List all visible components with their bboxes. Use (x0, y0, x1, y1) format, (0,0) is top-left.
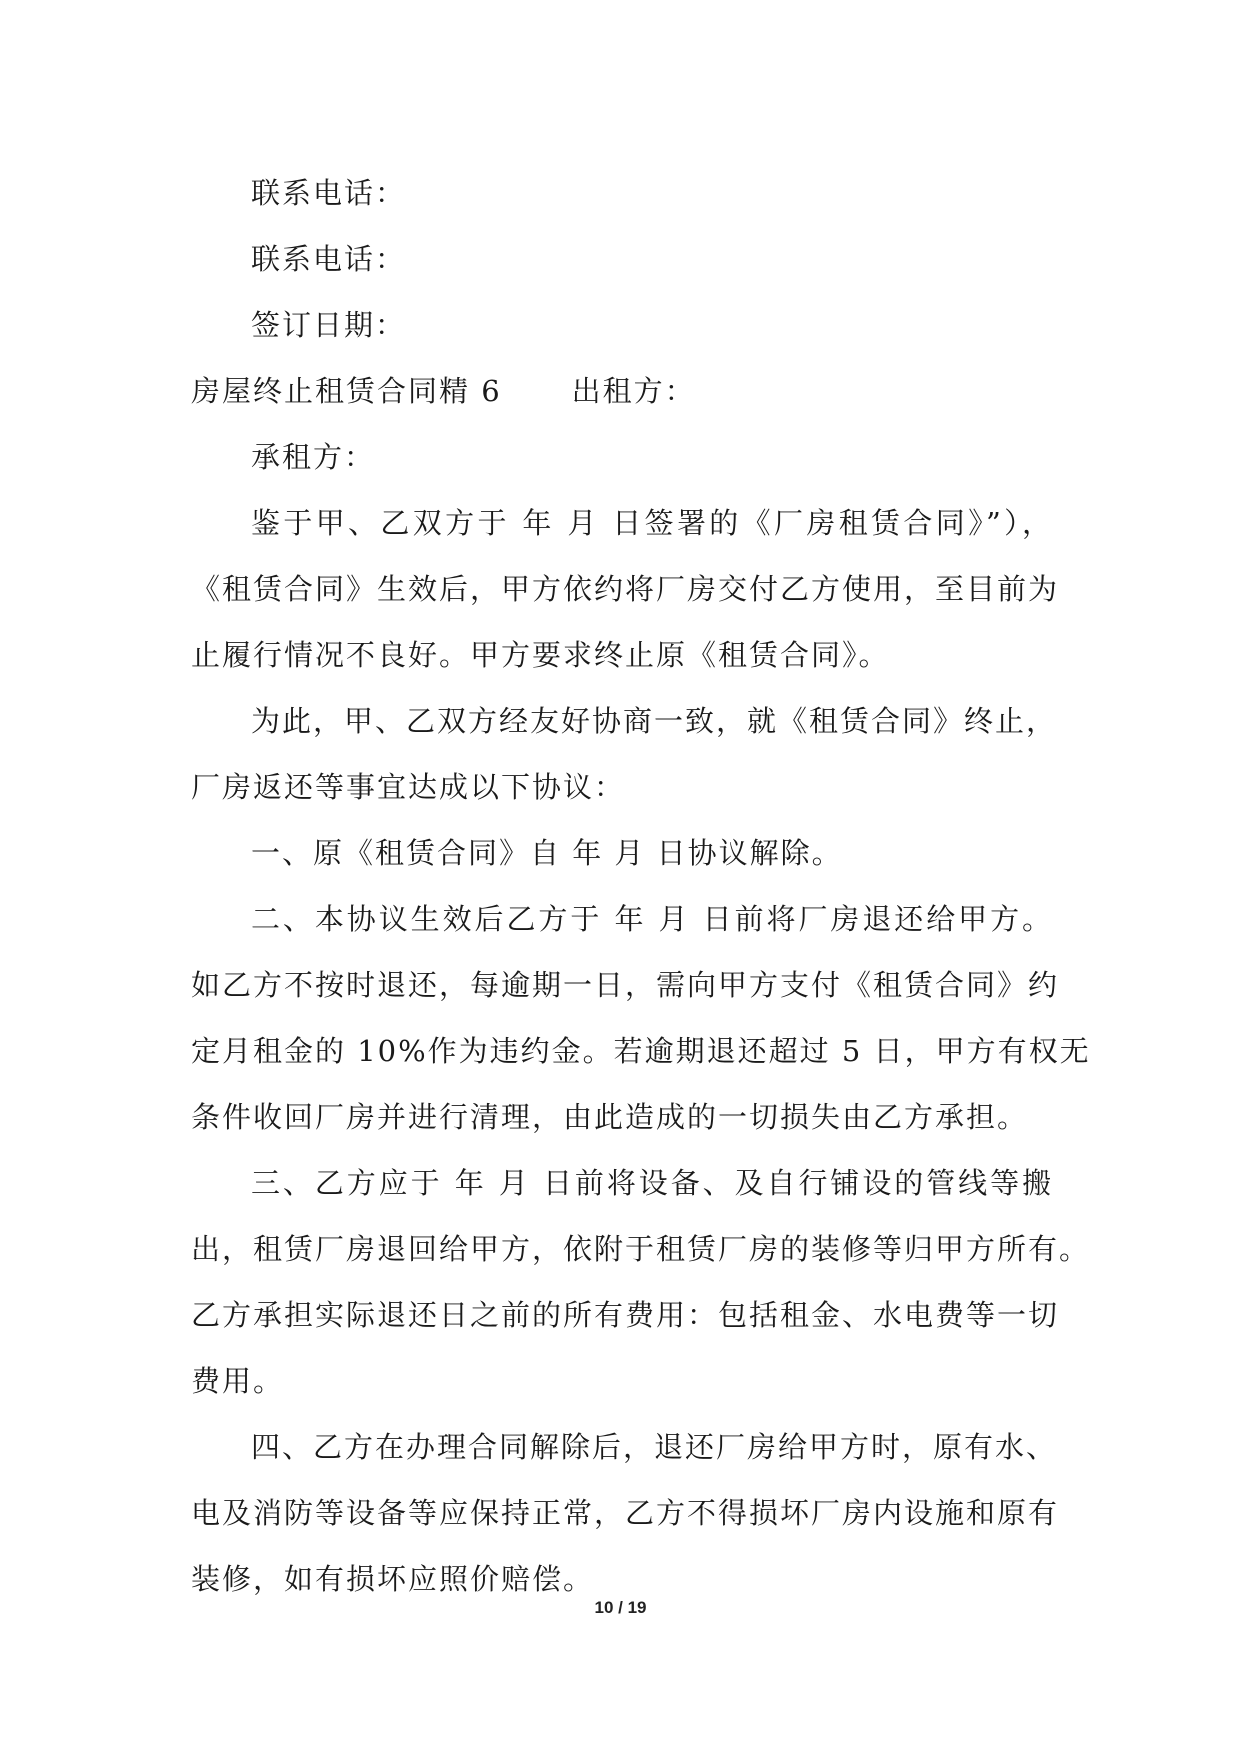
document-body (191, 160, 1091, 1612)
section-title-line (191, 358, 1053, 424)
contact-phone-line: 联系电话： (251, 176, 407, 210)
paragraph-line: 《租赁合同》生效后，甲方依约将厂房交付乙方使用，至目前为 (191, 572, 1060, 606)
lessee-label: 承租方： (251, 440, 376, 474)
lessor-label: 出租方： (571, 374, 696, 408)
contact-phone-line: 联系电话： (251, 242, 407, 276)
clause-two-line: 定月租金的 10%作为违约金。若逾期退还超过 5 日，甲方有权无 (191, 1034, 1091, 1068)
clause-four-line: 装修，如有损坏应照价赔偿。 (191, 1562, 595, 1596)
paragraph-line: 为此，甲、乙双方经友好协商一致，就《租赁合同》终止， (251, 704, 1058, 738)
clause-three-line: 乙方承担实际退还日之前的所有费用：包括租金、水电费等一切 (191, 1298, 1060, 1332)
clause-two-line: 条件收回厂房并进行清理，由此造成的一切损失由乙方承担。 (191, 1100, 1029, 1134)
clause-one: 一、原《租赁合同》自 年 月 日协议解除。 (251, 836, 843, 870)
clause-four-line: 电及消防等设备等应保持正常，乙方不得损坏厂房内设施和原有 (191, 1496, 1060, 1530)
clause-two-line: 如乙方不按时退还，每逾期一日，需向甲方支付《租赁合同》约 (191, 968, 1060, 1002)
clause-three-line: 三、乙方应于 年 月 日前将设备、及自行铺设的管线等搬 (251, 1166, 1053, 1200)
paragraph-line: 鉴于甲、乙双方于 年 月 日签署的《厂房租赁合同》”）， (251, 506, 1053, 540)
paragraph-line: 厂房返还等事宜达成以下协议： (191, 770, 626, 804)
clause-four-line: 四、乙方在办理合同解除后，退还厂房给甲方时，原有水、 (251, 1430, 1058, 1464)
clause-three-line: 出，租赁厂房退回给甲方，依附于租赁厂房的装修等归甲方所有。 (191, 1232, 1091, 1266)
clause-two-line: 二、本协议生效后乙方于 年 月 日前将厂房退还给甲方。 (251, 902, 1053, 936)
paragraph-line: 止履行情况不良好。甲方要求终止原《租赁合同》。 (191, 638, 890, 672)
clause-three-line: 费用。 (191, 1364, 285, 1398)
sign-date-line: 签订日期： (251, 308, 407, 342)
section-title: 房屋终止租赁合同精 6 (191, 374, 502, 408)
page-number: 10 / 19 (594, 1598, 647, 1617)
